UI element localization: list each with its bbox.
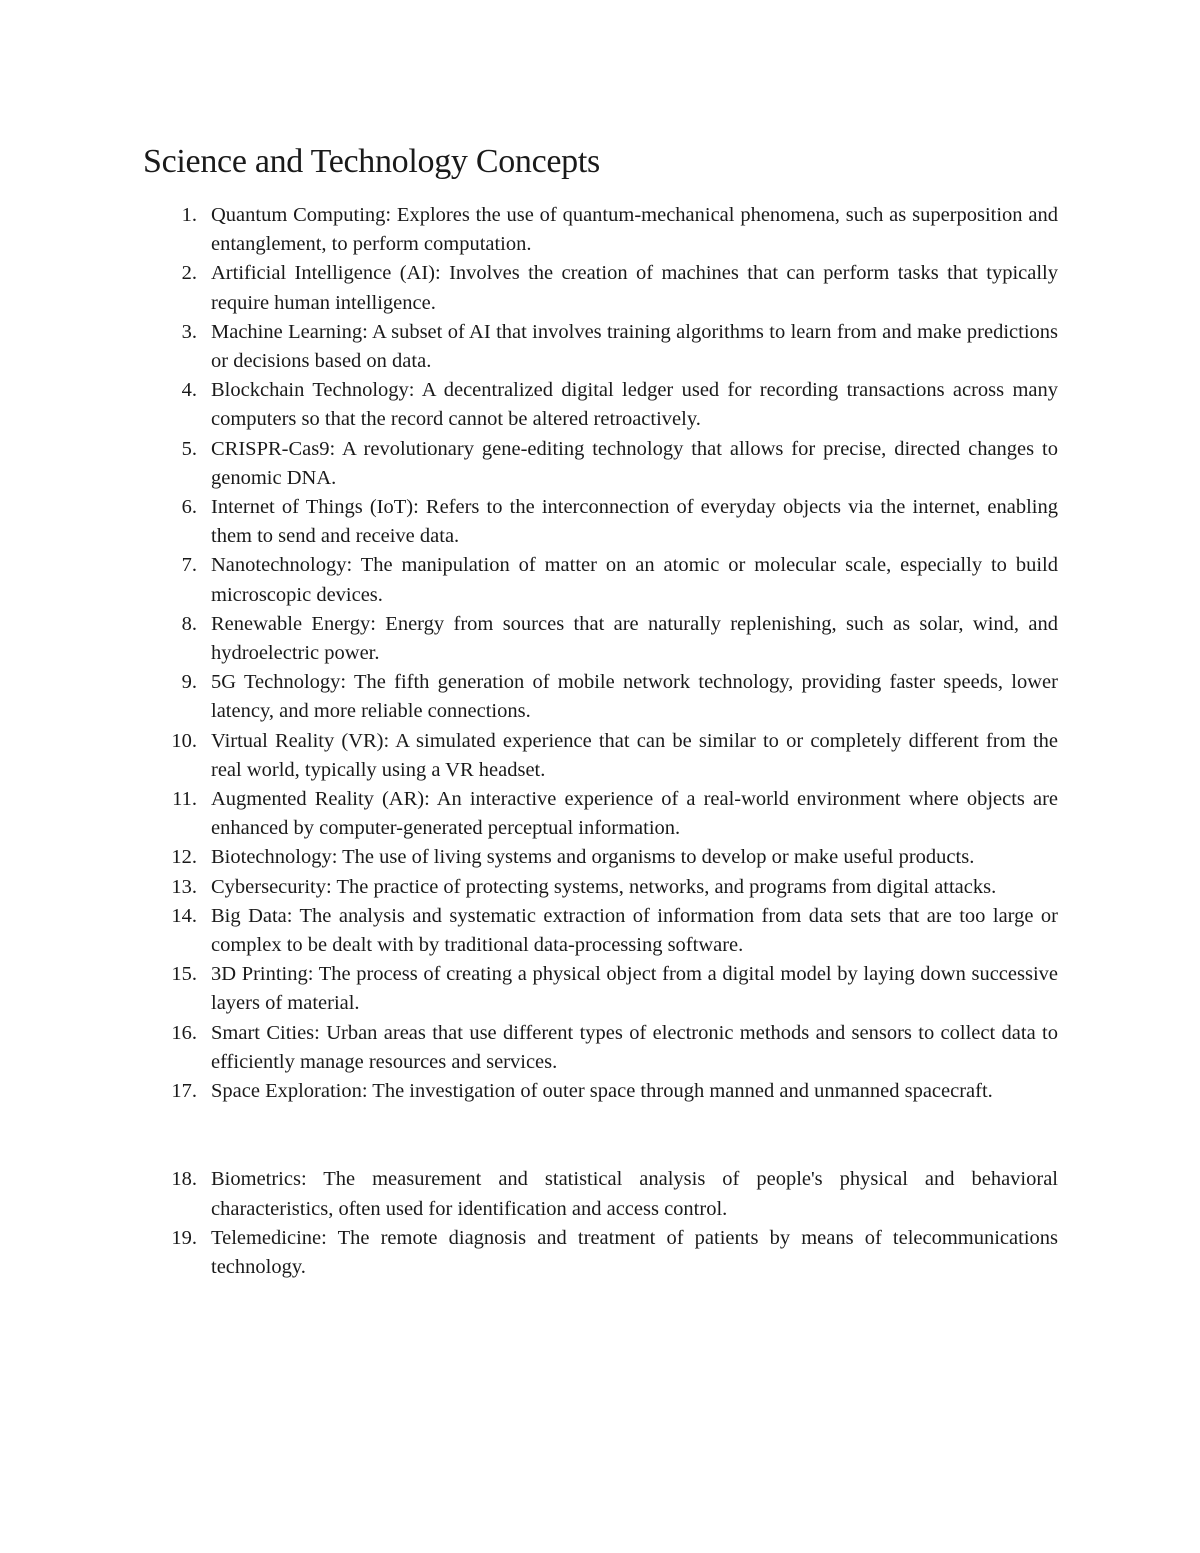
list-item-text: Machine Learning: A subset of AI that involves training algorithms to learn from and make predictions or decisions based on data. bbox=[211, 320, 1058, 373]
list-item bbox=[143, 610, 1058, 668]
list-item-text: Telemedicine: The remote diagnosis and treatment of patients by means of telecommunications technology. bbox=[211, 1226, 1058, 1278]
list-item bbox=[143, 785, 1058, 843]
list-item-text: Virtual Reality (VR): A simulated experience that can be similar to or completely different from the real world, typically using a VR headset. bbox=[211, 729, 1058, 781]
list-item-text: Renewable Energy: Energy from sources that are naturally replenishing, such as solar, wind, and hydroelectric power. bbox=[211, 612, 1058, 665]
list-item bbox=[143, 902, 1058, 960]
list-item bbox=[143, 493, 1058, 551]
list-item bbox=[143, 727, 1058, 785]
list-item-text: Big Data: The analysis and systematic extraction of information from data sets that are too large or complex to be dealt with by traditional data-processing software. bbox=[211, 904, 1058, 957]
list-item-text: Cybersecurity: The practice of protecting systems, networks, and programs from digital attacks. bbox=[211, 875, 997, 898]
list-item-number: 5. bbox=[181, 437, 197, 460]
list-item-text: Smart Cities: Urban areas that use different types of electronic methods and sensors to collect data to efficiently manage resources and services. bbox=[211, 1021, 1058, 1073]
list-item-text: Internet of Things (IoT): Refers to the interconnection of everyday objects via the internet, enabling them to send and receive data. bbox=[211, 496, 1058, 548]
list-item bbox=[143, 843, 1058, 872]
list-item-text: Blockchain Technology: A decentralized digital ledger used for recording transactions across many computers so that the record cannot be altered retroactively. bbox=[211, 379, 1058, 431]
list-item-number: 17. bbox=[171, 1080, 197, 1103]
list-item-number: 3. bbox=[181, 320, 197, 343]
list-item bbox=[143, 1077, 1058, 1106]
list-item-number: 14. bbox=[171, 904, 197, 927]
list-item-number: 15. bbox=[171, 963, 197, 986]
concept-list bbox=[143, 201, 1058, 1282]
list-item-text: Artificial Intelligence (AI): Involves the creation of machines that can perform tasks that typically require human intelligence. bbox=[211, 262, 1058, 314]
list-item-text: Augmented Reality (AR): An interactive experience of a real-world environment where objects are enhanced by computer-generated perceptual information. bbox=[211, 788, 1058, 840]
list-item-text: 3D Printing: The process of creating a physical object from a digital model by laying down successive layers of material. bbox=[211, 963, 1058, 1015]
list-item bbox=[143, 1165, 1058, 1223]
list-item-text: Biometrics: The measurement and statistical analysis of people's physical and behavioral characteristics, often used for identification and access control. bbox=[211, 1168, 1058, 1220]
list-item bbox=[143, 873, 1058, 902]
list-item-number: 18. bbox=[171, 1168, 197, 1191]
list-item bbox=[143, 1019, 1058, 1077]
list-item-text: Quantum Computing: Explores the use of quantum-mechanical phenomena, such as superposition and entanglement, to perform computation. bbox=[211, 204, 1058, 256]
list-item bbox=[143, 435, 1058, 493]
list-item-text: Biotechnology: The use of living systems and organisms to develop or make useful products. bbox=[211, 846, 975, 869]
list-item-number: 4. bbox=[181, 379, 197, 402]
list-item-number: 2. bbox=[181, 262, 197, 285]
list-item bbox=[143, 551, 1058, 609]
list-item-text: 5G Technology: The fifth generation of mobile network technology, providing faster speeds, lower latency, and more reliable connections. bbox=[211, 671, 1058, 723]
page-title: Science and Technology Concepts bbox=[143, 143, 600, 180]
list-item bbox=[143, 318, 1058, 376]
list-item bbox=[143, 1224, 1058, 1282]
list-item-text: Nanotechnology: The manipulation of matter on an atomic or molecular scale, especially to build microscopic devices. bbox=[211, 554, 1058, 606]
list-item-number: 19. bbox=[171, 1226, 197, 1249]
list-item-number: 6. bbox=[181, 496, 197, 519]
list-item bbox=[143, 960, 1058, 1018]
list-item bbox=[143, 201, 1058, 259]
list-item bbox=[143, 376, 1058, 434]
list-item-number: 16. bbox=[171, 1021, 197, 1044]
list-item-text: Space Exploration: The investigation of outer space through manned and unmanned spacecraft. bbox=[211, 1080, 993, 1103]
list-item-text: CRISPR-Cas9: A revolutionary gene-editing technology that allows for precise, directed changes to genomic DNA. bbox=[211, 437, 1058, 489]
list-item bbox=[143, 259, 1058, 317]
list-item-number: 13. bbox=[171, 875, 197, 898]
list-item bbox=[143, 668, 1058, 726]
list-item-number: 10. bbox=[171, 729, 197, 752]
list-item-number: 8. bbox=[181, 612, 197, 635]
list-item-number: 12. bbox=[171, 846, 197, 869]
list-item-number: 7. bbox=[181, 554, 197, 577]
list-item-number: 1. bbox=[181, 204, 197, 226]
list-item-number: 9. bbox=[181, 671, 197, 694]
list-item-number: 11. bbox=[172, 788, 197, 811]
